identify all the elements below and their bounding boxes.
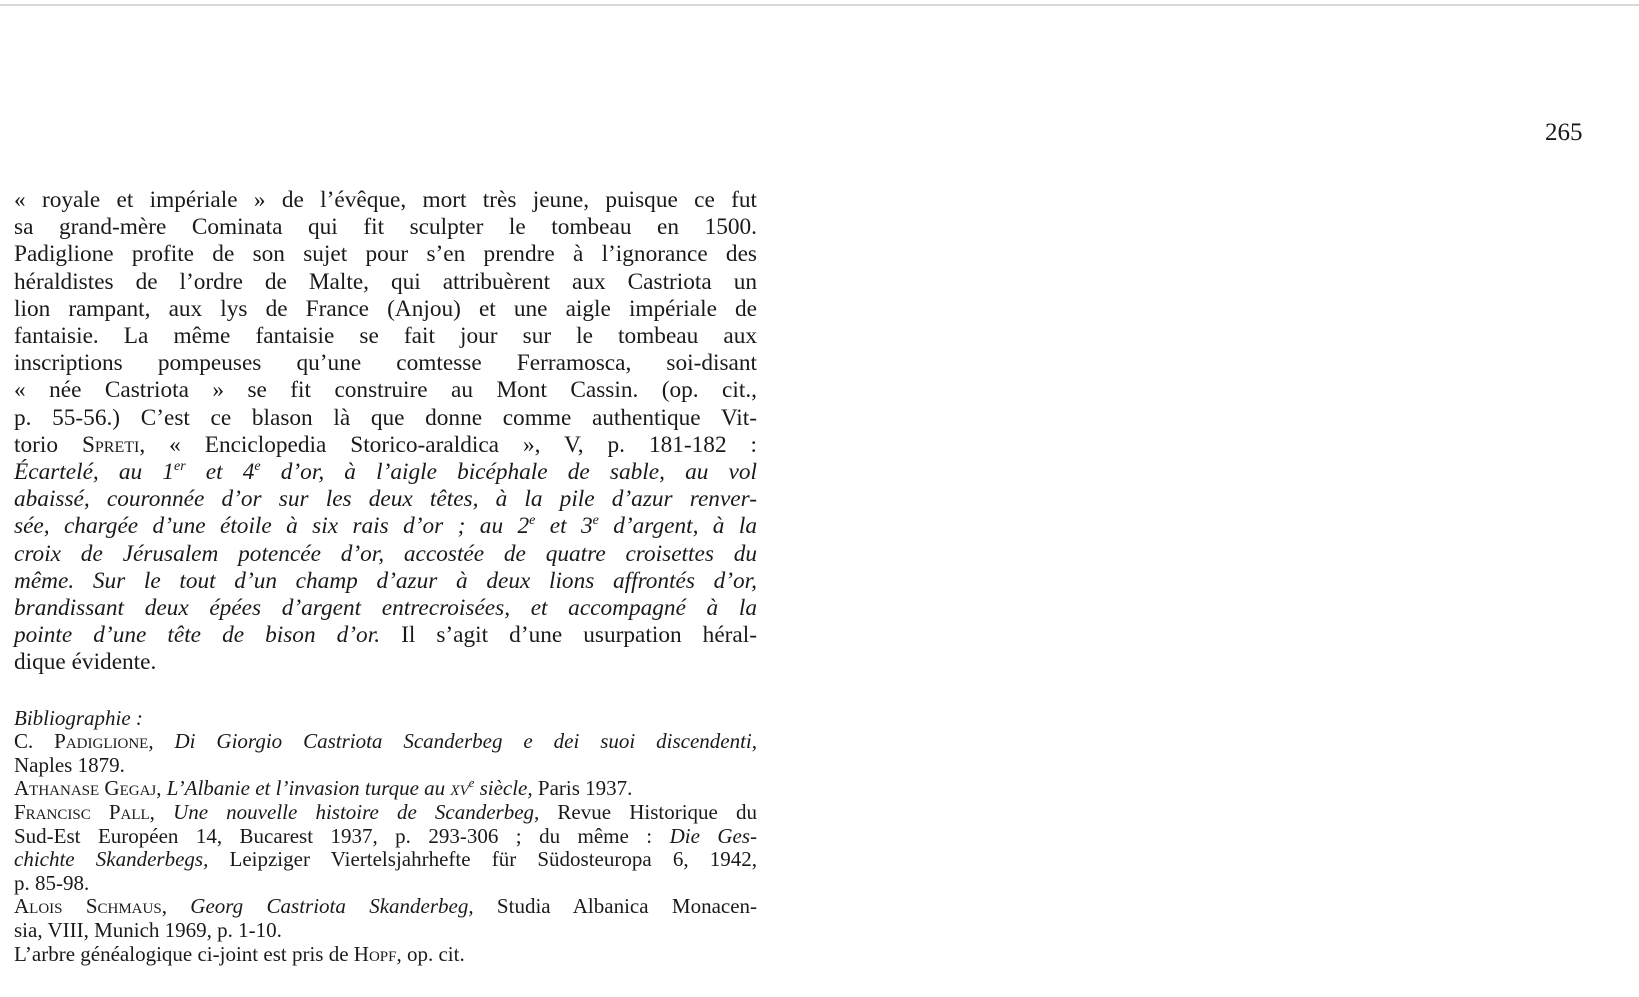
author-name: Francisc Pall bbox=[14, 800, 150, 825]
blazon-line bbox=[14, 568, 757, 595]
blazon-line bbox=[14, 541, 757, 568]
blazon-text: brandissant deux épées d’argent entrecroisées, et accompagné à la bbox=[14, 595, 757, 622]
entry-text: Studia Albanica Monacen- bbox=[473, 894, 758, 919]
main-paragraph bbox=[14, 187, 757, 677]
work-title: Une nouvelle histoire de Scanderbeg, bbox=[173, 800, 540, 825]
bibliography-entry: Francisc Pall, Une nouvelle histoire de Scanderbeg, Revue Historique du bbox=[14, 800, 757, 825]
blazon-line bbox=[14, 459, 757, 486]
author-name: C. Padiglione bbox=[14, 729, 149, 754]
paragraph-line: p. 55-56.) C’est ce blason là que donne comme authentique Vit- bbox=[14, 404, 757, 431]
work-title: L’Albanie et l’invasion turque au bbox=[166, 776, 451, 801]
bibliography-entry-cont bbox=[14, 825, 757, 849]
ordinal-sup: e bbox=[468, 776, 475, 791]
paragraph-line: fantaisie. La même fantaisie se fait jour sur le tombeau aux bbox=[14, 323, 757, 350]
entry-text: , op. cit. bbox=[396, 941, 465, 966]
blazon-text: et 3 bbox=[535, 513, 593, 540]
paragraph-line: sa grand-mère Cominata qui fit sculpter le tombeau en 1500. bbox=[14, 214, 757, 241]
bibliography-entry: Alois Schmaus, Georg Castriota Skanderbeg, Studia Albanica Monacen- bbox=[14, 894, 758, 919]
blazon-text: d’or, à l’aigle bicéphale de sable, au vol bbox=[260, 459, 757, 486]
entry-text: L’arbre généalogique ci-joint est pris de bbox=[14, 941, 354, 966]
work-title: Die Ges- bbox=[669, 823, 757, 848]
paragraph-line: lion rampant, aux lys de France (Anjou) et une aigle impériale de bbox=[14, 295, 757, 322]
bibliography-entry-cont: sia, VIII, Munich 1969, p. 1-10. bbox=[14, 918, 282, 942]
bibliography-entry-cont: p. 85-98. bbox=[14, 870, 90, 895]
entry-text: Paris 1937. bbox=[532, 776, 633, 801]
ordinal-sup: e bbox=[529, 513, 536, 529]
blazon-text: abaissé, couronnée d’or sur les deux têtes, à la pile d’azur renver- bbox=[14, 486, 757, 513]
bibliography bbox=[14, 707, 757, 967]
blazon-line bbox=[14, 513, 757, 540]
blazon-text: sée, chargée d’une étoile à six rais d’or ; au 2 bbox=[14, 513, 530, 540]
bibliography-entry: C. Padiglione, Di Giorgio Castriota Scanderbeg e dei suoi discendenti, bbox=[14, 729, 758, 754]
ordinal-sup: e bbox=[254, 459, 261, 475]
blazon-line bbox=[14, 622, 757, 649]
bibliography-heading: Bibliographie : bbox=[14, 705, 143, 730]
blazon-text: d’argent, à la bbox=[598, 513, 757, 540]
blazon-text: Écartelé, au 1 bbox=[14, 459, 174, 486]
text-column bbox=[14, 187, 757, 966]
blazon-text: même. Sur le tout d’un champ d’azur à deux lions affrontés d’or, bbox=[14, 567, 757, 594]
ordinal-sup: e bbox=[592, 513, 599, 529]
page-number: 265 bbox=[1545, 119, 1583, 146]
paragraph-line: « royale et impériale » de l’évêque, mort très jeune, puisque ce fut bbox=[14, 187, 757, 213]
blazon-line bbox=[14, 595, 757, 622]
bibliography-entry bbox=[14, 943, 757, 967]
bibliography-entry-cont: Naples 1879. bbox=[14, 752, 125, 777]
bibliography-entry-cont bbox=[14, 848, 757, 872]
paragraph-line: inscriptions pompeuses qu’une comtesse Ferramosca, soi-disant bbox=[14, 350, 757, 377]
work-title: Di Giorgio Castriota Scanderbeg e dei suoi discendenti, bbox=[174, 729, 758, 754]
blazon-text: croix de Jérusalem potencée d’or, accostée de quatre croisettes du bbox=[14, 540, 757, 567]
author-name: Hopf bbox=[353, 941, 397, 966]
century-numeral: xv bbox=[450, 776, 469, 801]
blazon-line bbox=[14, 486, 757, 513]
work-title: siècle, bbox=[474, 776, 533, 801]
entry-text: Leipziger Viertelsjahrhefte für Südosteuropa 6, 1942, bbox=[208, 847, 757, 872]
author-name: Spreti bbox=[81, 431, 140, 458]
work-title: Georg Castriota Skanderbeg, bbox=[190, 894, 474, 919]
ordinal-sup: er bbox=[174, 459, 186, 475]
author-name: Alois Schmaus bbox=[14, 894, 162, 919]
blazon-text: et 4 bbox=[185, 459, 255, 486]
author-name: Athanase Gegaj bbox=[14, 776, 157, 801]
paragraph-line: Padiglione profite de son sujet pour s’en prendre à l’ignorance des bbox=[14, 241, 757, 268]
paragraph-line: héraldistes de l’ordre de Malte, qui attribuèrent aux Castriota un bbox=[14, 268, 757, 295]
paragraph-line bbox=[14, 432, 757, 459]
line-text: Il s’agit d’une usurpation héral- bbox=[380, 622, 757, 649]
bibliography-entry: Athanase Gegaj, L’Albanie et l’invasion turque au $xv^e$ siècle, Paris 1937. bbox=[14, 776, 633, 801]
entry-text: Sud-Est Européen 14, Bucarest 1937, p. 293-306 ; du même : bbox=[14, 823, 670, 848]
work-title: chichte Skanderbegs, bbox=[14, 847, 209, 872]
top-rule bbox=[0, 4, 1639, 6]
blazon-text: pointe d’une tête de bison d’or. bbox=[14, 622, 381, 649]
line-text: , « Enciclopedia Storico-araldica », V, p. 181-182 : bbox=[139, 431, 758, 458]
paragraph-line: dique évidente. bbox=[14, 649, 157, 676]
line-text: torio bbox=[14, 431, 82, 458]
entry-text: Revue Historique du bbox=[539, 800, 757, 825]
paragraph-line: « née Castriota » se fit construire au Mont Cassin. (op. cit., bbox=[14, 377, 757, 404]
